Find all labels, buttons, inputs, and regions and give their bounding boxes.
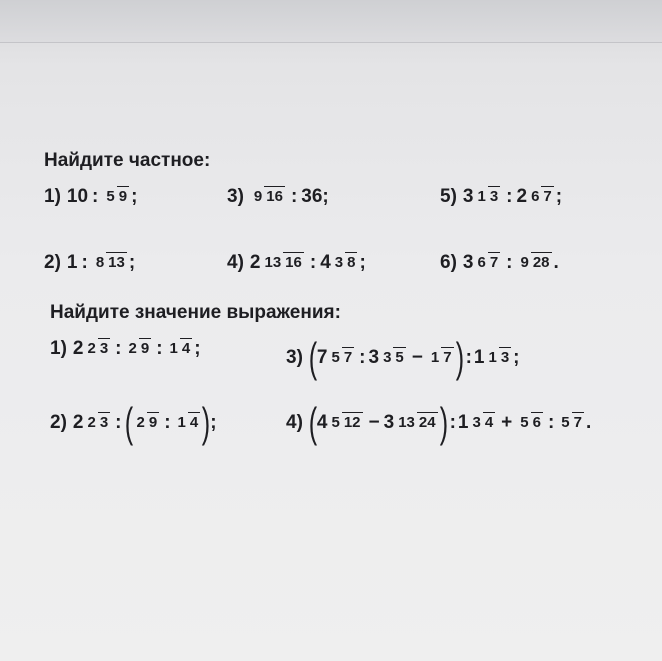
fraction: 1 4 <box>177 414 199 432</box>
fraction: 6 7 <box>477 254 499 271</box>
exercise-1-1: 1) 10 : 5 9 ; <box>44 186 138 207</box>
fraction: 2 9 <box>136 414 158 432</box>
fraction: 5 9 <box>106 188 128 205</box>
fraction: 5 7 <box>331 349 353 367</box>
fraction: 8 13 <box>95 254 125 271</box>
fraction: 3 5 <box>383 349 404 367</box>
fraction: 2 3 <box>87 340 109 357</box>
fraction: 3 8 <box>334 254 356 271</box>
fraction: 2 9 <box>128 340 150 357</box>
fraction: 1 4 <box>169 340 191 357</box>
left-paren: ( <box>308 334 318 381</box>
fraction: 5 7 <box>561 414 582 432</box>
fraction: 13 24 <box>398 414 436 432</box>
exercise-1-4: 4) 2 13 16 : 4 3 8 ; <box>227 252 366 273</box>
fraction: 1 7 <box>430 349 452 367</box>
section2-heading: Найдите значение выражения: <box>50 302 341 323</box>
fraction: 2 3 <box>87 414 109 432</box>
exercise-2-2: 2) 2 2 3 : ( 2 9 : 1 4 ) ; <box>50 399 217 446</box>
fraction: 9 28 <box>520 254 550 271</box>
left-paren: ( <box>124 399 133 446</box>
left-paren: ( <box>308 399 318 446</box>
fraction: 1 3 <box>488 349 510 367</box>
exercise-1-3: 3) 9 16 : 36 ; <box>227 186 329 207</box>
right-paren: ) <box>439 399 448 446</box>
exercise-1-6: 6) 3 6 7 : 9 28 . <box>440 252 559 273</box>
exercise-1-2: 2) 1 : 8 13 ; <box>44 252 136 273</box>
exercise-1-5: 5) 3 1 3 : 2 6 7 ; <box>440 186 563 207</box>
fraction: 3 4 <box>472 414 494 432</box>
exercise-2-3: 3) ( 7 5 7 : 3 3 5 − 1 7 ) : 1 1 3 ; <box>286 334 520 381</box>
fraction: 5 12 <box>331 414 361 432</box>
exercise-2-4: 4) ( 4 5 12 − 3 13 24 ) : 1 3 4 + 5 6 : 5 7 . <box>286 399 592 446</box>
fraction: 6 7 <box>531 188 552 205</box>
section1-heading: Найдите частное: <box>44 150 211 171</box>
fraction: 1 3 <box>477 188 499 205</box>
exercise-2-1: 1) 2 2 3 : 2 9 : 1 4 ; <box>50 338 201 359</box>
fraction: 5 6 <box>520 414 541 432</box>
fraction: 9 16 <box>253 188 283 205</box>
right-paren: ) <box>202 399 211 446</box>
right-paren: ) <box>455 334 464 381</box>
fraction: 13 16 <box>264 254 302 271</box>
